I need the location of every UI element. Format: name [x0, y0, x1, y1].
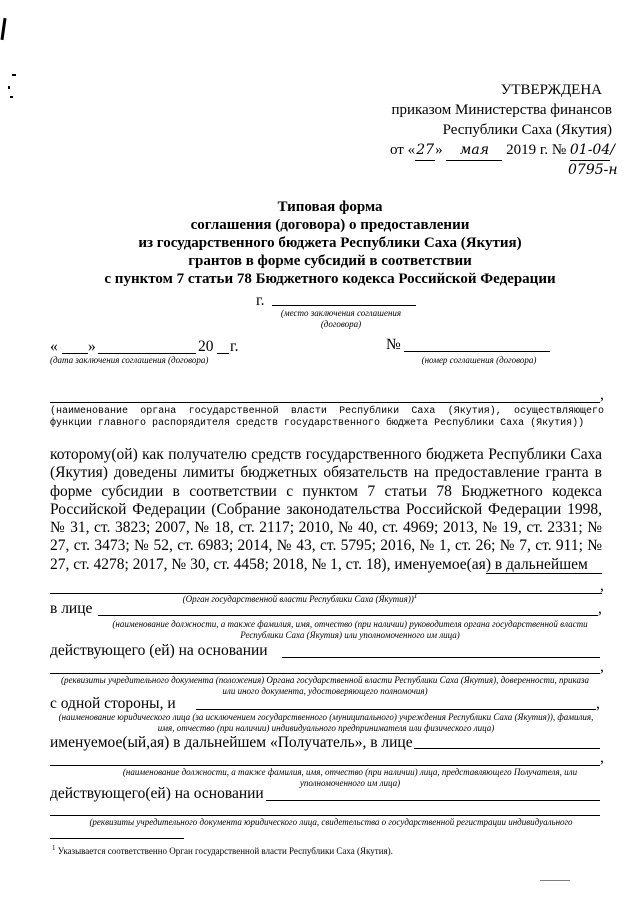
scan-mark — [540, 880, 570, 881]
scan-mark — [0, 18, 6, 40]
date-year: 20 — [198, 338, 214, 355]
approval-date-line: от «27» мая 2019 г. № 01-04/ — [390, 140, 610, 161]
scan-mark — [12, 74, 16, 76]
scan-mark — [8, 86, 10, 89]
org-comma: , — [600, 577, 604, 594]
approval-order-number: 01-04/ — [570, 140, 610, 161]
acting-basis-2-line-2 — [50, 815, 600, 816]
one-side-line — [196, 709, 596, 710]
number-line — [404, 351, 550, 352]
acting-basis-1-comma: , — [600, 658, 604, 675]
named-recipient-line — [414, 748, 600, 749]
place-line — [272, 305, 416, 306]
org-line-1 — [486, 573, 602, 574]
footnote: $^1$ Указывается соответственно Орган государственной власти Республики Саха (Якутия). — [52, 844, 393, 856]
authority-line — [50, 402, 600, 403]
number-caption: (номер соглашения (договора) — [421, 355, 537, 365]
date-close: » — [88, 338, 96, 355]
recipient-caption: (наименование юридического лица (за исключением государственного (муниципального) учреждения Республики Саха (Якутия)), фамилия, имя, отчество (при наличии) индивидуального предпринимателя или физического лица) — [58, 712, 594, 733]
date-year-suffix: г. — [230, 338, 239, 355]
rep-caption: (наименование должности, а также фамилия, имя, отчество (при наличии) лица, представляющего Получателя, или уполномоченного им лица) — [122, 767, 578, 788]
one-side-comma: , — [596, 695, 600, 712]
acting-basis-1-label: действующего (ей) на основании — [50, 642, 268, 659]
org-caption: (Орган государственной власти Республики Саха (Якутия))$^1$ — [182, 592, 418, 604]
authority-comma: , — [600, 386, 604, 403]
in-person-comma: , — [598, 600, 602, 617]
acting-basis-1-line-2 — [50, 673, 600, 674]
date-day-line — [62, 353, 88, 354]
approval-heading: УТВЕРЖДЕНА — [500, 82, 602, 98]
main-paragraph: которому(ой) как получателю средств государственного бюджета Республики Саха (Якутия) доведены лимиты бюджетных обязательств на предоставление гранта в форме субсидии в соответствии с пунктом 7 статьи 78 Бюджетного кодекса Российской Федерации (Собрание законодательства Российской Федерации 1998, № 31, ст. 3823; 2007, № 18, ст. 2117; 2010, № 40, ст. 4969; 2013, № 19, ст. 2331; № 27, ст. 3473; № 52, ст. 6983; 2014, № 43, ст. 5795; 2016, № 1, ст. 26; № 7, ст. 911; № 27, ст. 4278; 2017, № 30, ст. 4458; 2018, № 1, ст. 18), именуемое(ая) в дальнейшем — [50, 446, 602, 573]
date-month-line — [98, 353, 196, 354]
rep-comma: , — [600, 749, 604, 766]
one-side-label: с одной стороны, и — [50, 695, 176, 712]
place-prefix: г. — [256, 292, 265, 309]
named-recipient-label: именуемое(ый,ая) в дальнейшем «Получатель», в лице — [50, 734, 413, 751]
approval-day: 27 — [415, 140, 435, 161]
approval-month: мая — [446, 140, 502, 161]
authority-caption: (наименование органа государственной власти Республики Саха (Якутия), осуществляющего функции главного распорядителя средств государственного бюджета Республики Саха (Якутия)) — [50, 406, 604, 429]
footnote-separator — [50, 838, 184, 839]
approval-ministry: приказом Министерства финансов — [391, 102, 612, 118]
acting-basis-1-line — [282, 657, 600, 658]
approval-republic: Республики Саха (Якутия) — [442, 122, 612, 138]
acting-basis-2-label: действующего(ей) на основании — [50, 785, 264, 802]
place-caption: (место заключения соглашения (договора) — [280, 308, 402, 329]
person-caption: (наименование должности, а также фамилия, имя, отчество (при наличии) руководителя органа государственной власти Республики Саха (Якутия) или уполномоченного им лица) — [112, 619, 588, 640]
in-person-line — [98, 615, 598, 616]
date-caption: (дата заключения соглашения (договора) — [50, 355, 209, 365]
date-open: « — [50, 338, 58, 355]
docs-caption-2: (реквизиты учредительного документа юридического лица, свидетельства о государственной регистрации индивидуального — [89, 817, 573, 827]
document-title: Типовая форма соглашения (договора) о предоставлении из государственного бюджета Республики Саха (Якутия) грантов в форме субсидий в соответствии с пунктом 7 статьи 78 Бюджетного кодекса Российской Федерации — [104, 199, 556, 287]
number-sign: № — [386, 336, 401, 353]
acting-basis-2-line — [266, 800, 600, 801]
docs-caption-1: (реквизиты учредительного документа (положения) Органа государственной власти Республики Саха (Якутия), доверенности, приказа или иного документа, удостоверяющего полномочия) — [61, 675, 589, 696]
approval-order-number-2: 0795-н — [568, 162, 618, 178]
in-person-label: в лице — [50, 600, 93, 617]
footnote-ref: 1 — [413, 592, 418, 600]
rep-line — [50, 765, 600, 766]
scan-mark — [10, 96, 13, 98]
date-year-line — [217, 353, 229, 354]
